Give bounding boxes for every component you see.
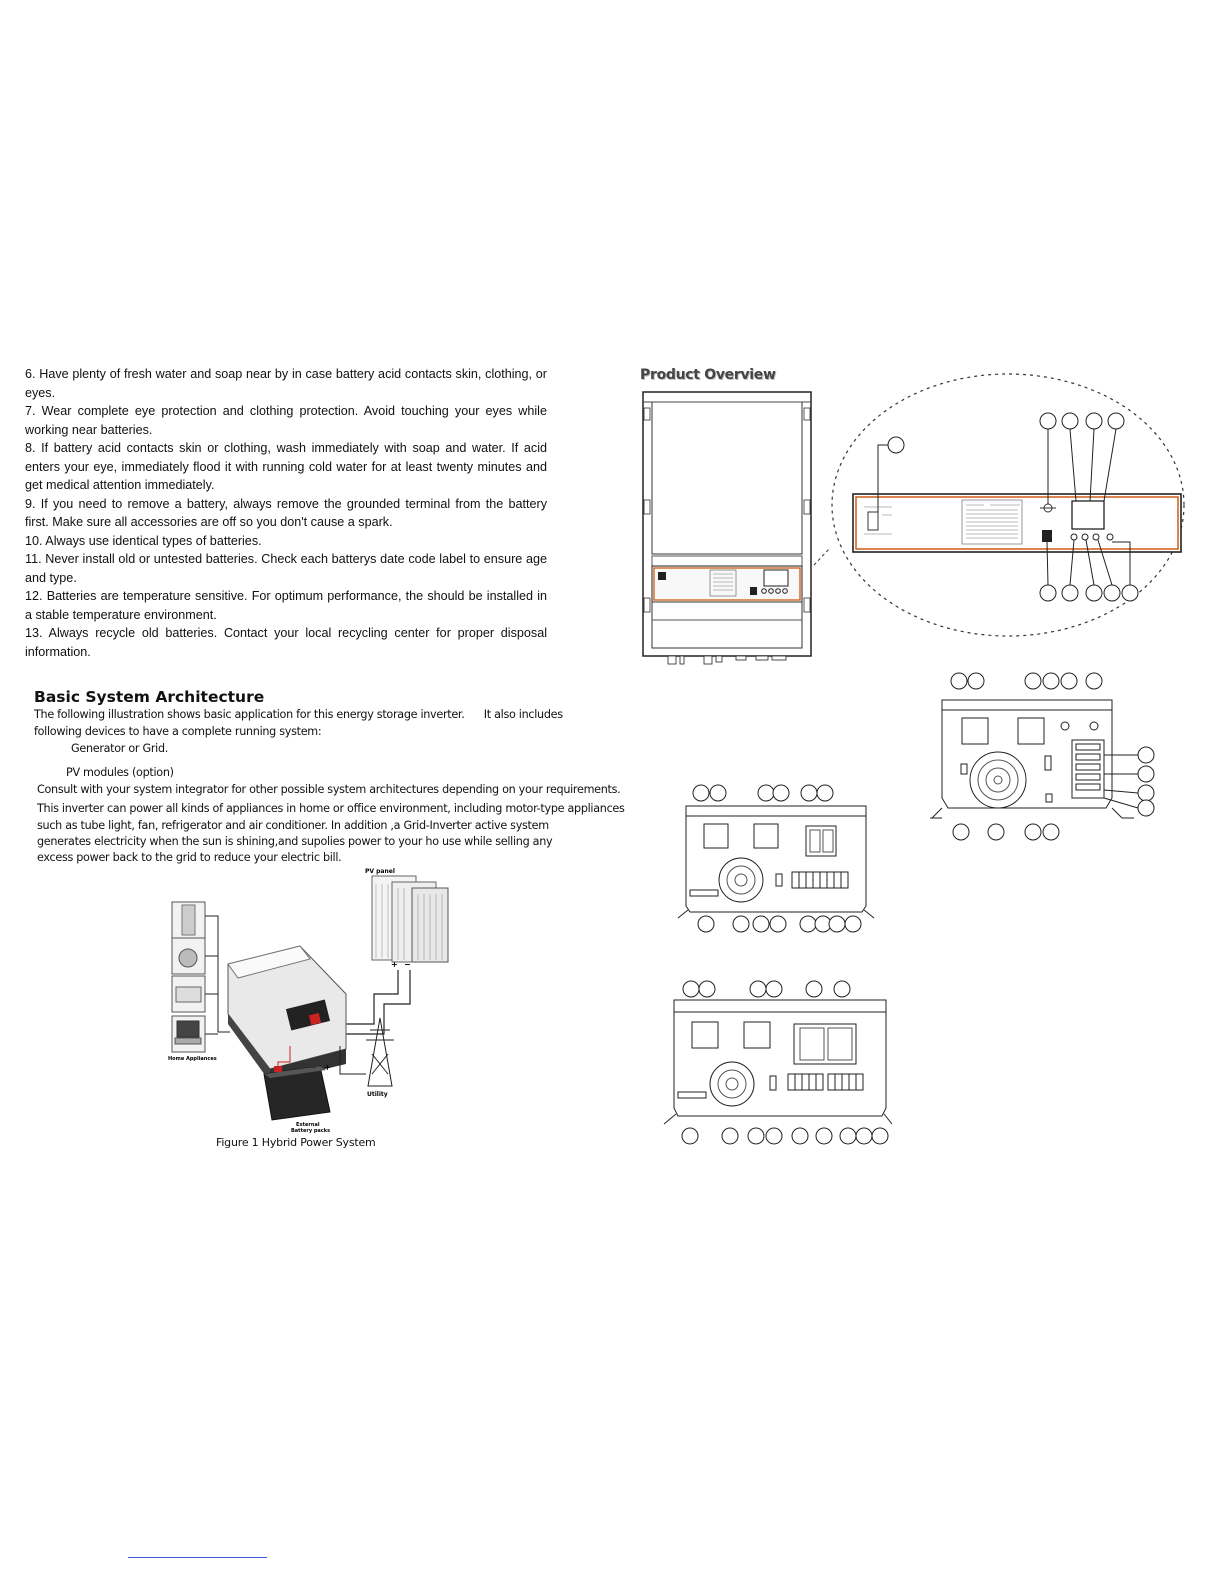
- inverter-front-view: [640, 388, 815, 668]
- safety-item-9: 9. If you need to remove a battery, always remove the grounded terminal from the battery first. Make sure all accessories are off so you don't cause a spark.: [25, 496, 547, 529]
- utility-label: Utility: [367, 1091, 388, 1098]
- safety-item-13: 13. Always recycle old batteries. Contact your local recycling center for proper disposal information.: [25, 626, 547, 659]
- pv-panel-image: [372, 876, 448, 962]
- utility-tower-icon: [366, 1018, 394, 1086]
- safety-item-10: 10. Always use identical types of batteries.: [25, 533, 262, 548]
- hybrid-system-illustration: [160, 864, 460, 1134]
- home-appliances-label: Home Appliances: [168, 1056, 217, 1062]
- description-line-1: This inverter can power all kinds of appliances in home or office environment, including motor-type appliances: [37, 802, 625, 815]
- bottom-view-b: [676, 782, 891, 932]
- battery-label-1: External: [296, 1122, 320, 1128]
- bottom-view-c: [664, 978, 892, 1148]
- control-panel-zoom: [800, 370, 1190, 640]
- product-overview-title: Product Overview: [640, 367, 776, 383]
- description-line-4: excess power back to the grid to reduce your electric bill.: [37, 851, 342, 864]
- architecture-heading: Basic System Architecture: [34, 688, 265, 706]
- battery-plus-label: +: [324, 1063, 331, 1072]
- safety-item-7: 7. Wear complete eye protection and clothing protection. Avoid touching your eyes while working near batteries.: [25, 404, 547, 437]
- safety-item-6: 6. Have plenty of fresh water and soap near by in case battery acid contacts skin, clothing, or eyes.: [25, 367, 547, 400]
- description-line-2: such as tube light, fan, refrigerator and air conditioner. In addition ,a Grid-Inverter active system: [37, 819, 549, 832]
- appliance-icons: [172, 902, 205, 1052]
- intro-text-b: It also includes: [483, 708, 563, 721]
- safety-item-12: 12. Batteries are temperature sensitive. For optimum performance, the should be installed in a stable temperature environment.: [25, 589, 547, 622]
- footer-link-underline[interactable]: [128, 1557, 267, 1558]
- intro-text-a: The following illustration shows basic application for this energy storage inverter.: [34, 708, 465, 721]
- battery-label-2: Battery packs: [291, 1128, 331, 1134]
- description-line-3: generates electricity when the sun is shining,and supolies power to your ho use while selling any: [37, 835, 553, 848]
- architecture-intro-2: following devices to have a complete running system:: [34, 725, 322, 738]
- architecture-intro-1: [34, 707, 563, 724]
- device-pv-modules: PV modules (option): [66, 766, 174, 779]
- pv-plus-label: +: [391, 960, 398, 969]
- device-generator-grid: Generator or Grid.: [71, 742, 169, 755]
- safety-item-11: 11. Never install old or untested batteries. Check each batterys date code label to ensure age and type.: [25, 552, 547, 585]
- safety-list: [25, 365, 547, 661]
- pv-panel-label: PV panel: [365, 868, 395, 875]
- pv-minus-label: −: [404, 960, 411, 969]
- safety-item-8: 8. If battery acid contacts skin or clothing, wash immediately with soap and water. If acid enters your eye, immediately flood it with running cold water for at least twenty minutes and get medical attention immediately.: [25, 441, 547, 492]
- bottom-view-a: [928, 668, 1158, 848]
- figure-caption: Figure 1 Hybrid Power System: [216, 1136, 376, 1149]
- consult-text: Consult with your system integrator for other possible system architectures depending on your requirements.: [37, 783, 621, 796]
